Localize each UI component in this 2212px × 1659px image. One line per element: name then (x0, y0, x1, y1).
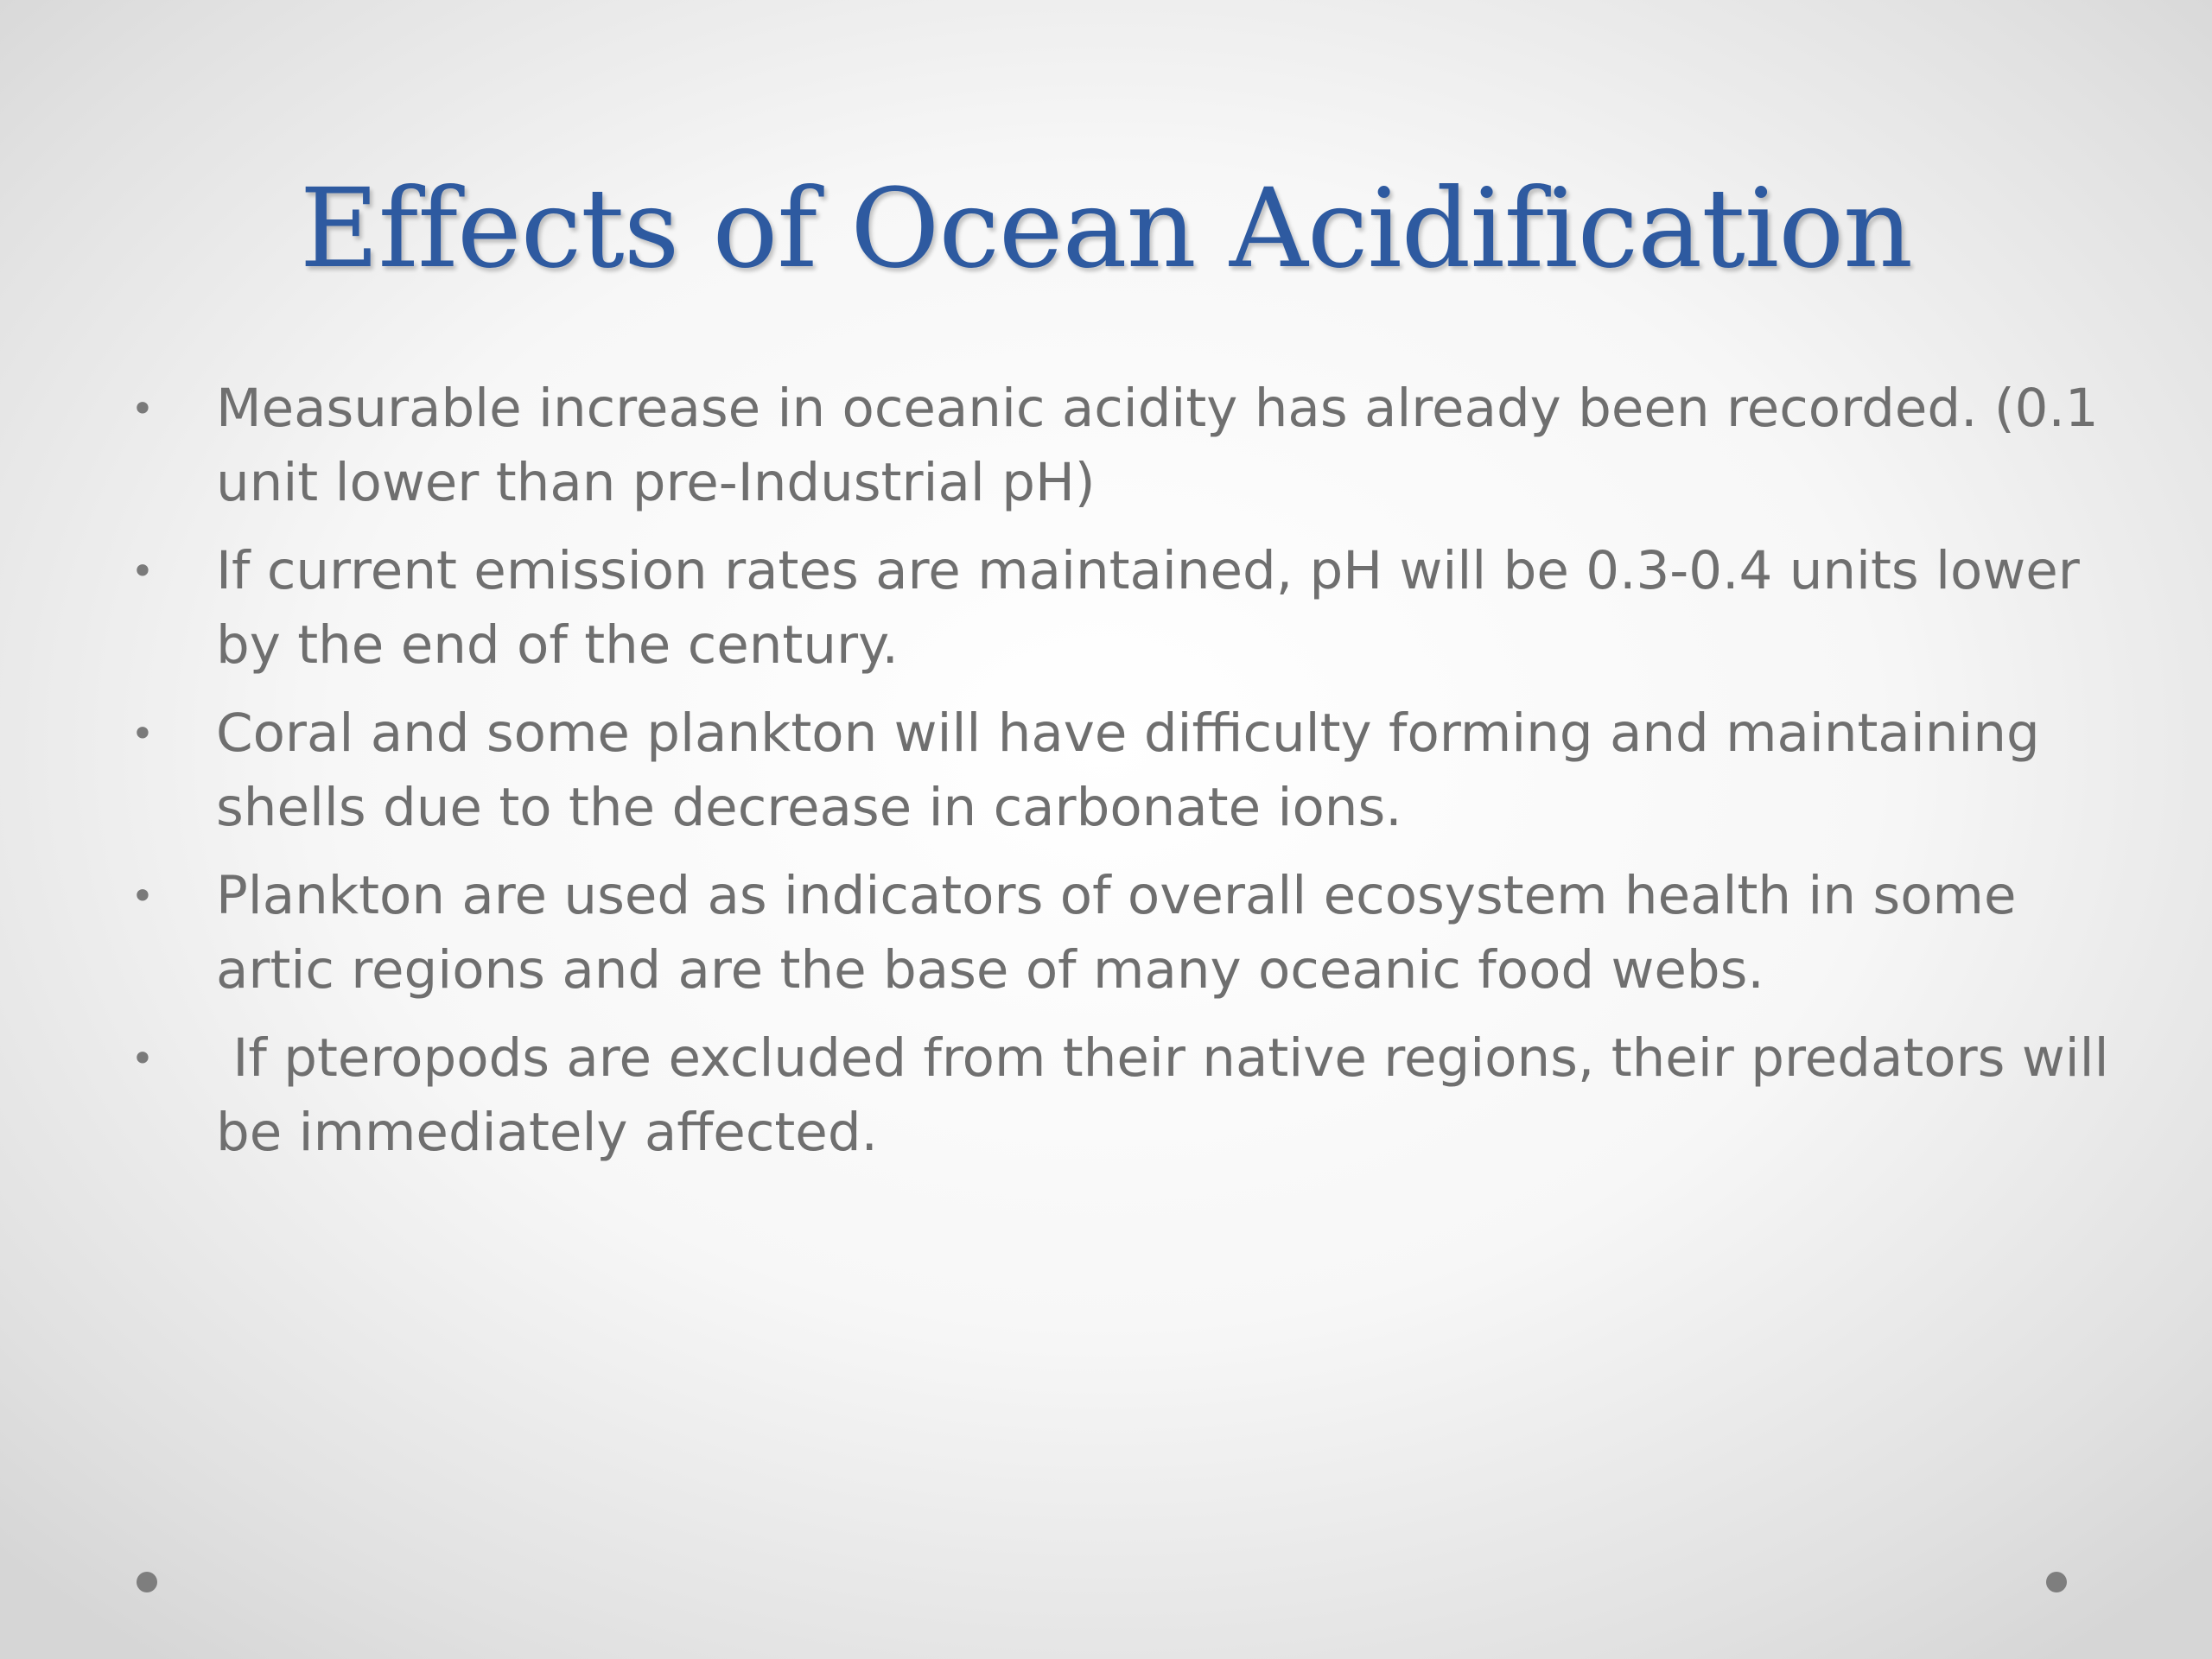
decorative-dot-left-icon (137, 1572, 157, 1592)
bullet-item (130, 1021, 2126, 1170)
slide-title: Effects of Ocean Acidification (299, 165, 1913, 292)
bullet-text: If current emission rates are maintained, pH will be 0.3-0.4 units lower by the end of the century. (216, 540, 2080, 676)
bullet-item (130, 859, 2117, 1007)
bullet-text: Plankton are used as indicators of overall ecosystem health in some artic regions and are the base of many oceanic food webs. (216, 865, 2017, 1001)
bullet-icon: • (130, 548, 155, 594)
bullet-text: If pteropods are excluded from their native regions, their predators will be immediately affected. (216, 1027, 2126, 1163)
bullet-text: Measurable increase in oceanic acidity has already been recorded. (0.1 unit lower than pre-Industrial pH) (216, 378, 2099, 513)
decorative-dot-right-icon (2046, 1572, 2067, 1592)
bullet-text: Coral and some plankton will have difficulty forming and maintaining shells due to the decrease in carbonate ions. (216, 702, 2040, 838)
bullet-item (130, 696, 2117, 845)
bullet-item (130, 534, 2117, 683)
bullet-icon: • (130, 873, 155, 919)
bullet-icon: • (130, 1035, 155, 1082)
bullet-icon: • (130, 385, 155, 432)
bullet-icon: • (130, 710, 155, 757)
bullet-item (130, 372, 2117, 520)
bullet-list (130, 372, 2126, 1184)
